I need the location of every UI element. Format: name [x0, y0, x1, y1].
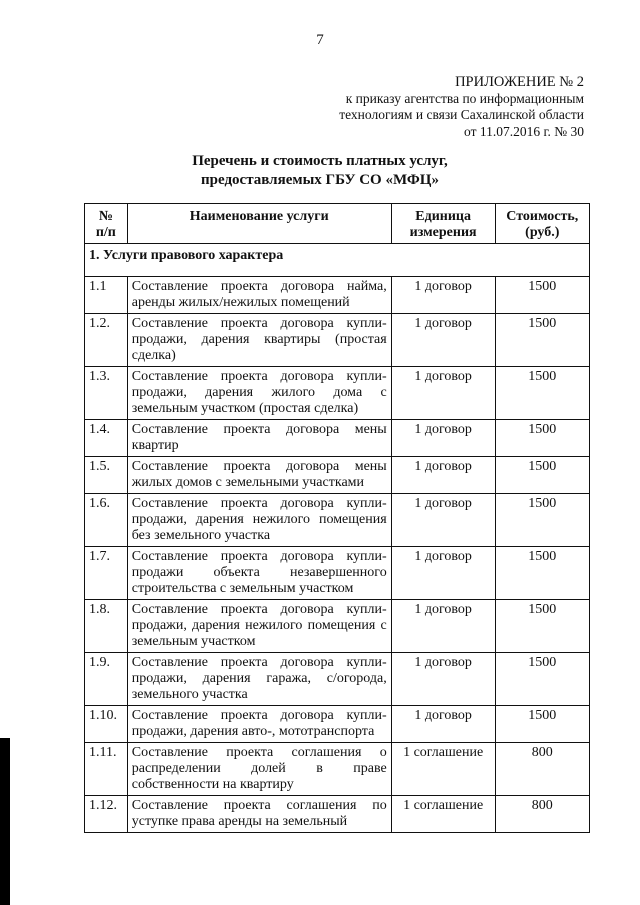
- row-service-name: Составление проекта договора мены квартир: [127, 420, 391, 457]
- table-row: [85, 314, 590, 367]
- table-row: [85, 277, 590, 314]
- header-unit: [391, 204, 495, 244]
- document-title: [0, 152, 640, 190]
- appendix-line: от 11.07.2016 г. № 30: [464, 123, 584, 139]
- row-unit: 1 договор: [391, 494, 495, 547]
- row-number: 1.4.: [85, 420, 128, 457]
- row-service-name: Составление проекта договора купли-продажи, дарения гаража, с/огорода, земельного участка: [127, 653, 391, 706]
- row-service-name: Составление проекта договора купли-продажи, дарения жилого дома с земельным участком (простая сделка): [127, 367, 391, 420]
- row-cost: 800: [495, 796, 589, 833]
- scan-margin-bar: [0, 738, 10, 905]
- row-unit: 1 договор: [391, 706, 495, 743]
- row-cost: 1500: [495, 706, 589, 743]
- row-unit: 1 договор: [391, 367, 495, 420]
- row-number: 1.5.: [85, 457, 128, 494]
- document-title-line: предоставляемых ГБУ СО «МФЦ»: [201, 172, 439, 188]
- row-unit: 1 договор: [391, 420, 495, 457]
- table-row: [85, 600, 590, 653]
- row-unit: 1 договор: [391, 277, 495, 314]
- row-number: 1.7.: [85, 547, 128, 600]
- row-service-name: Составление проекта договора купли-продажи, дарения нежилого помещения без земельного участка: [127, 494, 391, 547]
- appendix-line: технологиям и связи Сахалинской области: [339, 107, 584, 122]
- header-cost-line: (руб.): [525, 225, 560, 240]
- row-service-name: Составление проекта договора мены жилых домов с земельными участками: [127, 457, 391, 494]
- table-row: [85, 457, 590, 494]
- row-cost: 1500: [495, 420, 589, 457]
- table-row: [85, 653, 590, 706]
- header-unit-line: измерения: [409, 225, 477, 240]
- row-service-name: Составление проекта договора купли-продажи, дарения авто-, мототранспорта: [127, 706, 391, 743]
- appendix-title: ПРИЛОЖЕНИЕ № 2: [455, 74, 584, 90]
- row-unit: 1 договор: [391, 457, 495, 494]
- table-row: [85, 367, 590, 420]
- table-row: [85, 420, 590, 457]
- table-row: [85, 743, 590, 796]
- header-service-name: Наименование услуги: [127, 204, 391, 244]
- row-cost: 1500: [495, 494, 589, 547]
- table-row: [85, 547, 590, 600]
- header-number-line: №: [98, 209, 113, 224]
- section-title: 1. Услуги правового характера: [85, 244, 590, 277]
- table-row: [85, 494, 590, 547]
- row-service-name: Составление проекта договора найма, аренды жилых/нежилых помещений: [127, 277, 391, 314]
- services-table: [84, 203, 590, 833]
- row-number: 1.2.: [85, 314, 128, 367]
- row-cost: 1500: [495, 653, 589, 706]
- row-cost: 1500: [495, 367, 589, 420]
- header-unit-line: Единица: [415, 209, 471, 224]
- row-number: 1.11.: [85, 743, 128, 796]
- row-service-name: Составление проекта договора купли-продажи объекта незавершенного строительства с земельным участком: [127, 547, 391, 600]
- row-unit: 1 договор: [391, 653, 495, 706]
- row-number: 1.12.: [85, 796, 128, 833]
- row-number: 1.1: [85, 277, 128, 314]
- header-number-line: п/п: [95, 225, 116, 240]
- row-service-name: Составление проекта соглашения по уступке права аренды на земельный: [127, 796, 391, 833]
- section-row: [85, 244, 590, 277]
- row-cost: 1500: [495, 277, 589, 314]
- appendix-block: [339, 74, 584, 140]
- row-number: 1.10.: [85, 706, 128, 743]
- table-row: [85, 706, 590, 743]
- row-number: 1.9.: [85, 653, 128, 706]
- document-title-line: Перечень и стоимость платных услуг,: [192, 153, 448, 169]
- row-service-name: Составление проекта соглашения о распределении долей в праве собственности на квартиру: [127, 743, 391, 796]
- row-cost: 1500: [495, 600, 589, 653]
- header-cost-line: Стоимость,: [506, 209, 579, 224]
- row-unit: 1 договор: [391, 314, 495, 367]
- table-header-row: [85, 204, 590, 244]
- appendix-line: к приказу агентства по информационным: [345, 90, 584, 106]
- row-cost: 1500: [495, 457, 589, 494]
- row-cost: 1500: [495, 547, 589, 600]
- row-unit: 1 договор: [391, 547, 495, 600]
- row-cost: 1500: [495, 314, 589, 367]
- header-cost: [495, 204, 589, 244]
- row-service-name: Составление проекта договора купли-продажи, дарения квартиры (простая сделка): [127, 314, 391, 367]
- row-service-name: Составление проекта договора купли-продажи, дарения нежилого помещения с земельным участком: [127, 600, 391, 653]
- row-unit: 1 соглашение: [391, 743, 495, 796]
- page-number: 7: [316, 32, 324, 48]
- row-number: 1.3.: [85, 367, 128, 420]
- table-row: [85, 796, 590, 833]
- header-number: [85, 204, 128, 244]
- row-unit: 1 соглашение: [391, 796, 495, 833]
- row-unit: 1 договор: [391, 600, 495, 653]
- row-cost: 800: [495, 743, 589, 796]
- row-number: 1.6.: [85, 494, 128, 547]
- row-number: 1.8.: [85, 600, 128, 653]
